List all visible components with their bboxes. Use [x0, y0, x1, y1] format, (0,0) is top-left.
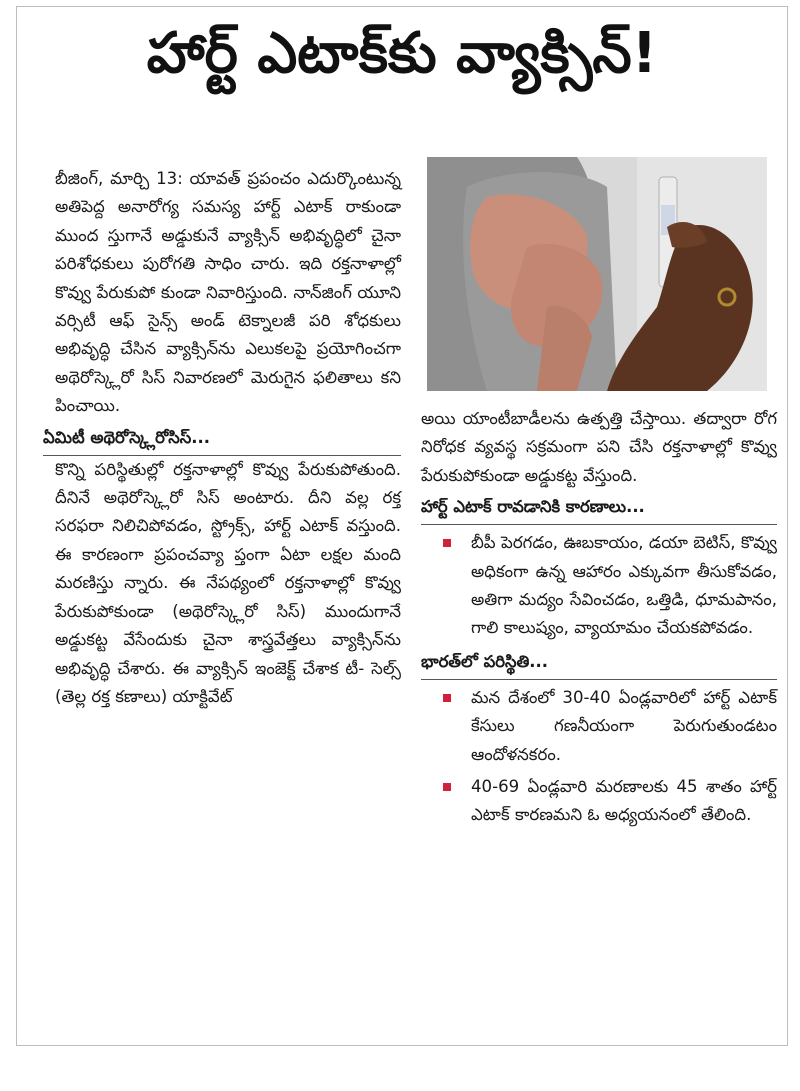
list-item: [421, 684, 777, 769]
subheading-india: భారత్‌లో పరిస్థితి...: [421, 651, 548, 671]
article-paragraph-2: కొన్ని పరిస్థితుల్లో రక్తనాళాల్లో కొవ్వు పేరుకుపోతుంది. దీనినే అథెరోస్క్లెరో సిస్ అంటారు. దీని వల్ల రక్త సరఫరా నిలిచిపోవడం, స్ట్రోక్స్, హార్ట్ ఎటాక్ వస్తుంది. ఈ కారణంగా ప్రపంచవ్యా ప్తంగా ఏటా లక్షల మంది మరణిస్తు న్నారు. ఈ నేపథ్యంలో రక్తనాళాల్లో కొవ్వు పేరుకుపోకుండా (అథెరోస్క్లెరో సిస్) ముందుగానే అడ్డుకట్ట వేసేందుకు చైనా శాస్త్రవేత్తలు వ్యాక్సిన్‌ను అభివృద్ధి చేశారు. ఈ వ్యాక్సిన్ ఇంజెక్ట్ చేశాక టీ- సెల్స్ (తెల్ల రక్త కణాలు) యాక్టివేట్: [55, 459, 401, 706]
article-left-column: [43, 165, 401, 711]
india-point-text: 40-69 ఏండ్లవారి మరణాలకు 45 శాతం హార్ట్ ఎటాక్ కారణమని ఓ అధ్యయనంలో తేలింది.: [471, 777, 777, 825]
subheading-causes: హార్ట్ ఎటాక్ రావడానికి కారణాలు...: [421, 497, 645, 517]
list-item: [421, 529, 777, 643]
india-point-text: మన దేశంలో 30-40 ఏండ్లవారిలో హార్ట్ ఎటాక్ కేసులు గణనీయంగా పెరుగుతుండటం ఆందోళనకరం.: [471, 687, 777, 764]
article-paragraph-3: అయి యాంటీబాడీలను ఉత్పత్తి చేస్తాయి. తద్వారా రోగ నిరోధక వ్యవస్థ సక్రమంగా పని చేసి రక్తనాళాల్లో కొవ్వు పేరుకుపోకుండా అడ్డుకట్ట వేస్తుంది.: [421, 409, 777, 485]
news-clipping: [16, 6, 788, 1046]
bullet-square-icon: [443, 539, 451, 547]
article-lead: బీజింగ్, మార్చి 13: యావత్ ప్రపంచం ఎదుర్కొంటున్న అతిపెద్ద అనారోగ్య సమస్య హార్ట్ ఎటాక్ రాకుండా ముంద స్తుగానే అడ్డుకునే వ్యాక్సిన్ అభివృద్ధిలో చైనా పరిశోధకులు పురోగతి సాధిం చారు. ఇది రక్తనాళాల్లో కొవ్వు పేరుకుపో కుండా నివారిస్తుంది. నాన్‌జింగ్ యూని వర్సిటీ ఆఫ్ సైన్స్ అండ్ టెక్నాలజీ పరి శోధకులు అభివృద్ధి చేసిన వ్యాక్సిన్‌ను ఎలుకలపై ప్రయోగించగా అథెరోస్క్లెరో సిస్ నివారణలో మెరుగైన ఫలితాలు కని పించాయి.: [55, 169, 401, 416]
photo-illustration: [427, 157, 767, 391]
article-right-column: [421, 405, 777, 834]
section-divider: [421, 524, 777, 525]
bullet-square-icon: [443, 783, 451, 791]
list-item: [421, 773, 777, 830]
headline: హార్ట్ ఎటాక్‌కు వ్యాక్సిన్!: [146, 21, 658, 86]
section-divider: [421, 679, 777, 680]
causes-list: [421, 529, 777, 643]
bullet-square-icon: [443, 694, 451, 702]
heart-attack-vaccine-photo: [427, 157, 767, 391]
india-list: [421, 684, 777, 830]
subheading-atherosclerosis: ఏమిటీ అథెరోస్క్లెరోసిస్...: [43, 427, 210, 447]
cause-text: బీపీ పెరగడం, ఊబకాయం, డయా బెటిస్, కొవ్వు అధికంగా ఉన్న ఆహారం ఎక్కువగా తీసుకోవడం, అతిగా మద్యం సేవించడం, ఒత్తిడి, ధూమపానం, గాలి కాలుష్యం, వ్యాయామం చేయకపోవడం.: [471, 533, 777, 638]
